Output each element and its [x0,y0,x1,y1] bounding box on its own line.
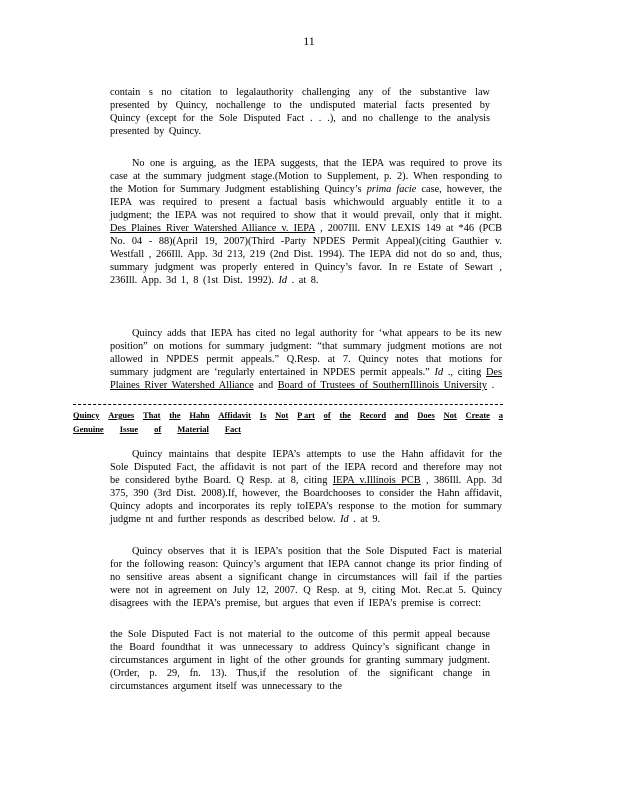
paragraph-4 [110,448,502,526]
para5-text: Quincy observes that it is IEPA’s position that the Sole Disputed Fact is material for the following reason: Quincy’s argument that IEPA cannot change its prior finding of no sensitive areas absent a significant change in circumstances will fail if the parties were not in agreement on July 12, 2007. Q Resp. at 9, citing Mot. Rec.at 5. Quincy disagrees with the IEPA’s premise, but argues that even if IEPA’s premise is correct: [110,546,502,609]
paragraph-2 [110,157,502,287]
block-quote [110,628,490,693]
heading-line-1-word: the [169,410,181,420]
heading-line-1-word: Is [259,410,267,420]
heading-line-1-word: That [142,410,161,420]
citation-des-plaines-2: Des Plaines River Watershed Alliance [110,367,502,391]
para2-text-d: . at 8. [287,275,319,286]
block-quote-continuation [110,86,490,138]
paragraph-5 [110,545,502,610]
para2-text-a: No one is arguing, as the IEPA suggests, that the IEPA was required to prove its case at the summary judgment stage.(Motion to Supplement, p. 2). When responding to the Motion for Summary Judgment establishing Quincy’s [110,158,502,195]
id-italic-2: Id [434,367,444,378]
heading-line-2-word: Material [177,424,209,434]
para3-text-a: Quincy adds that IEPA has cited no legal authority for ‘what appears to be its new position” on motions for summary judgment: “that summary judgment motions are not allowed in NPDES permit appeals.” Q.Resp. at 7. Quincy notes that motions for summary judgment are ‘regularly entertained in NPDES permit appeals.” [110,328,502,378]
para4-text-b: , 386Ill. App. 3d 375, 390 (3rd Dist. 2008).If, however, the Boardchooses to consider the Hahn affidavit, Quincy adopts and incorporates its reply toIEPA’s response to the motion for summary judgme nt and further responds as described below. [110,475,503,525]
heading-line-1-word: a [498,410,503,420]
section-heading [73,408,503,436]
heading-line-1-word: Quincy [73,410,100,420]
heading-line-1-word: the [339,410,351,420]
heading-line-1-word: Create [465,410,490,420]
heading-line-1-word: Not [275,410,289,420]
paragraph-3 [110,327,502,392]
prima-facie-italic: prima facie [366,184,417,195]
para2-text-c: , 2007Ill. ENV LEXIS 149 at *46 (PCB No. 04 - 88)(April 19, 2007)(Third -Party NPDES Permit Appeal)(citing Gauthier v. Westfall , 266Ill. App. 3d 213, 219 (2nd Dist. 1994). The IEPA did not do so and, thus, summary judgment was properly entered in Quincy’s favor. In re Estate of Sewart , 236Ill. App. 3d 1, 8 (1st Dist. 1992). [110,223,502,286]
heading-line-2-word: Issue [119,424,139,434]
para3-text-b: ., citing [443,367,486,378]
heading-line-1-word: Record [359,410,387,420]
heading-line-2-word: Fact [224,424,241,434]
para2-text-b: case, however, the IEPA was required to present a factual basis whichwould arguably entitle it to a judgment; the IEPA was not required to show that it would prevail, only that it might. [110,184,503,221]
para6-text: the Sole Disputed Fact is not material to the outcome of this permit appeal because the Board foundthat it was unnecessary to address Quincy’s significant change in circumstances argument in light of the other grounds for granting summary judgment. (Order, p. 29, fn. 13). Thus,if the resolution of the significant change in circumstances argument itself was unnecessary to the [110,629,490,692]
citation-des-plaines: Des Plaines River Watershed Alliance v. IEPA [110,223,315,234]
heading-line-1-word: of [323,410,331,420]
citation-board-of-trustees: Board of Trustees of SouthernIllinois University [277,380,488,391]
heading-line-1-word: Not [443,410,457,420]
para3-text-c: . [487,380,495,391]
para4-text-c: . at 9. [348,514,381,525]
heading-line-1-word: Hahn [189,410,210,420]
section-divider [73,404,503,405]
heading-line-2-word: of [154,424,162,434]
para4-text-a: Quincy maintains that despite IEPA’s attempts to use the Hahn affidavit for the Sole Disputed Fact, the affidavit is not part of the IEPA record and therefore may not be considered bythe Board. Q Resp. at 8, citing [110,449,502,486]
id-italic: Id [278,275,288,286]
paragraph-1: contain s no citation to legalauthority challenging any of the substantive law presented by Quincy, nochallenge to the undisputed material facts presented by Quincy (except for the Sole Disputed Fact . . .), and no challenge to the analysis presented by Quincy. [110,87,490,137]
citation-iepa-v-illinois-pcb: IEPA v.Illinois PCB [332,475,421,486]
id-italic-3: Id [340,514,349,525]
heading-line-2-word: Genuine [73,424,104,434]
heading-line-1-word: Argues [108,410,135,420]
page-number: 11 [303,34,315,48]
heading-line-2 [73,422,503,436]
heading-line-1 [73,408,503,422]
heading-line-1-word: Does [417,410,435,420]
heading-line-1-word: Affidavit [218,410,252,420]
para3-text-and: and [253,380,278,391]
heading-line-1-word: P art [297,410,315,420]
heading-line-1-word: and [394,410,409,420]
